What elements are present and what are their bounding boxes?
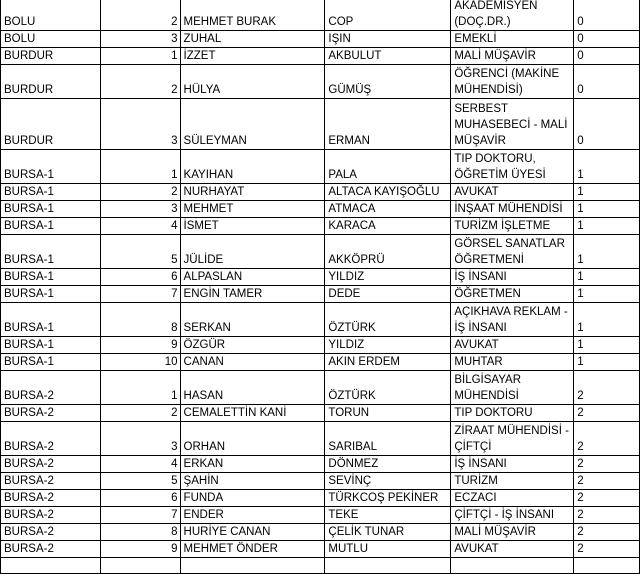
rank-cell: 8 — [100, 303, 180, 337]
rank-cell: 3 — [100, 31, 180, 48]
table-row — [1, 99, 640, 150]
province-cell: BURSA-2 — [1, 422, 101, 456]
province-cell: BURSA-1 — [1, 150, 101, 184]
rank-cell: 10 — [100, 354, 180, 371]
occupation-cell: AÇIKHAVA REKLAM - İŞ İNSANI — [451, 303, 574, 337]
occupation-cell: İNŞAAT MÜHENDİSİ — [451, 201, 574, 218]
region-cell: 2 — [574, 371, 640, 405]
rank-cell: 6 — [100, 269, 180, 286]
last-name-cell: ERMAN — [325, 99, 451, 150]
empty-cell — [100, 558, 180, 574]
province-cell: BURSA-1 — [1, 354, 101, 371]
table-row — [1, 31, 640, 48]
province-cell: BURSA-1 — [1, 184, 101, 201]
first-name-cell: MEHMET ÖNDER — [180, 541, 325, 558]
province-cell: BURSA-1 — [1, 235, 101, 269]
region-cell: 2 — [574, 422, 640, 456]
last-name-cell: DÖNMEZ — [325, 456, 451, 473]
first-name-cell: ZUHAL — [180, 31, 325, 48]
province-cell: BURSA-2 — [1, 507, 101, 524]
empty-cell — [574, 558, 640, 574]
province-cell: BOLU — [1, 0, 101, 31]
occupation-cell: AVUKAT — [451, 337, 574, 354]
first-name-cell: ALPASLAN — [180, 269, 325, 286]
last-name-cell: ATMACA — [325, 201, 451, 218]
last-name-cell: ÖZTÜRK — [325, 303, 451, 337]
rank-cell: 2 — [100, 184, 180, 201]
candidate-table-body — [1, 0, 640, 574]
first-name-cell: CANAN — [180, 354, 325, 371]
occupation-cell: MUHTAR — [451, 354, 574, 371]
last-name-cell: PALA — [325, 150, 451, 184]
first-name-cell: HASAN — [180, 371, 325, 405]
last-name-cell: SARIBAL — [325, 422, 451, 456]
region-cell: 1 — [574, 150, 640, 184]
last-name-cell: TEKE — [325, 507, 451, 524]
table-row — [1, 371, 640, 405]
region-cell: 0 — [574, 31, 640, 48]
region-cell: 1 — [574, 303, 640, 337]
first-name-cell: HÜLYA — [180, 65, 325, 99]
province-cell: BOLU — [1, 31, 101, 48]
table-row — [1, 354, 640, 371]
region-cell: 0 — [574, 65, 640, 99]
province-cell: BURSA-2 — [1, 541, 101, 558]
province-cell: BURSA-1 — [1, 286, 101, 303]
table-row — [1, 337, 640, 354]
table-row — [1, 473, 640, 490]
empty-cell — [325, 558, 451, 574]
province-cell: BURSA-2 — [1, 524, 101, 541]
rank-cell: 1 — [100, 48, 180, 65]
region-cell: 1 — [574, 235, 640, 269]
first-name-cell: SÜLEYMAN — [180, 99, 325, 150]
rank-cell: 3 — [100, 422, 180, 456]
empty-cell — [451, 558, 574, 574]
occupation-cell: ÇİFTÇİ - İŞ İNSANI — [451, 507, 574, 524]
region-cell: 1 — [574, 269, 640, 286]
table-row — [1, 150, 640, 184]
region-cell: 1 — [574, 286, 640, 303]
occupation-cell: MALİ MÜŞAVİR — [451, 524, 574, 541]
last-name-cell: DEDE — [325, 286, 451, 303]
first-name-cell: JÜLİDE — [180, 235, 325, 269]
table-row — [1, 405, 640, 422]
rank-cell: 4 — [100, 456, 180, 473]
occupation-cell: İŞ İNSANI — [451, 456, 574, 473]
rank-cell: 2 — [100, 405, 180, 422]
occupation-cell: ÖĞRENCİ (MAKİNE MÜHENDİSİ) — [451, 65, 574, 99]
table-row — [1, 0, 640, 31]
province-cell: BURSA-2 — [1, 490, 101, 507]
province-cell: BURSA-2 — [1, 473, 101, 490]
occupation-cell: ZİRAAT MÜHENDİSİ - ÇİFTÇİ — [451, 422, 574, 456]
table-row — [1, 65, 640, 99]
first-name-cell: MEHMET BURAK — [180, 0, 325, 31]
region-cell: 0 — [574, 99, 640, 150]
table-row — [1, 235, 640, 269]
first-name-cell: MEHMET — [180, 201, 325, 218]
rank-cell: 1 — [100, 371, 180, 405]
province-cell: BURSA-2 — [1, 371, 101, 405]
region-cell: 2 — [574, 405, 640, 422]
province-cell: BURSA-1 — [1, 201, 101, 218]
occupation-cell: GÖRSEL SANATLAR ÖĞRETMENİ — [451, 235, 574, 269]
table-row — [1, 507, 640, 524]
first-name-cell: İZZET — [180, 48, 325, 65]
region-cell: 2 — [574, 541, 640, 558]
table-row — [1, 269, 640, 286]
province-cell: BURDUR — [1, 65, 101, 99]
empty-cell — [180, 558, 325, 574]
table-row — [1, 524, 640, 541]
region-cell: 1 — [574, 201, 640, 218]
table-row — [1, 541, 640, 558]
region-cell: 1 — [574, 354, 640, 371]
rank-cell: 9 — [100, 541, 180, 558]
province-cell: BURSA-1 — [1, 218, 101, 235]
occupation-cell: TURİZM İŞLETME — [451, 218, 574, 235]
last-name-cell: ALTACA KAYIŞOĞLU — [325, 184, 451, 201]
region-cell: 1 — [574, 337, 640, 354]
table-row — [1, 303, 640, 337]
rank-cell: 6 — [100, 490, 180, 507]
table-row — [1, 201, 640, 218]
region-cell: 1 — [574, 218, 640, 235]
rank-cell: 1 — [100, 150, 180, 184]
first-name-cell: ENGİN TAMER — [180, 286, 325, 303]
province-cell: BURSA-1 — [1, 337, 101, 354]
rank-cell: 9 — [100, 337, 180, 354]
rank-cell: 5 — [100, 473, 180, 490]
first-name-cell: SERKAN — [180, 303, 325, 337]
region-cell: 2 — [574, 456, 640, 473]
first-name-cell: HURİYE CANAN — [180, 524, 325, 541]
last-name-cell: TÜRKCOŞ PEKİNER — [325, 490, 451, 507]
first-name-cell: ENDER — [180, 507, 325, 524]
province-cell: BURDUR — [1, 99, 101, 150]
region-cell: 0 — [574, 48, 640, 65]
first-name-cell: KAYIHAN — [180, 150, 325, 184]
table-row — [1, 48, 640, 65]
first-name-cell: ÖZGÜR — [180, 337, 325, 354]
first-name-cell: İSMET — [180, 218, 325, 235]
first-name-cell: NURHAYAT — [180, 184, 325, 201]
rank-cell: 7 — [100, 507, 180, 524]
province-cell: BURSA-2 — [1, 456, 101, 473]
occupation-cell: AVUKAT — [451, 184, 574, 201]
province-cell: BURSA-1 — [1, 269, 101, 286]
last-name-cell: YILDIZ — [325, 269, 451, 286]
rank-cell: 3 — [100, 201, 180, 218]
occupation-cell: ÖĞRETMEN — [451, 286, 574, 303]
occupation-cell: TIP DOKTORU — [451, 405, 574, 422]
province-cell: BURSA-1 — [1, 303, 101, 337]
region-cell: 2 — [574, 473, 640, 490]
occupation-cell: TIP DOKTORU, ÖĞRETİM ÜYESİ — [451, 150, 574, 184]
rank-cell: 8 — [100, 524, 180, 541]
occupation-cell: AKADEMİSYEN (DOÇ.DR.) — [451, 0, 574, 31]
region-cell: 2 — [574, 507, 640, 524]
occupation-cell: AVUKAT — [451, 541, 574, 558]
first-name-cell: FUNDA — [180, 490, 325, 507]
region-cell: 2 — [574, 490, 640, 507]
table-row — [1, 456, 640, 473]
last-name-cell: YILDIZ — [325, 337, 451, 354]
last-name-cell: AKBULUT — [325, 48, 451, 65]
table-row — [1, 286, 640, 303]
last-name-cell: ÇELİK TUNAR — [325, 524, 451, 541]
rank-cell: 7 — [100, 286, 180, 303]
empty-cell — [1, 558, 101, 574]
last-name-cell: AKIN ERDEM — [325, 354, 451, 371]
region-cell: 0 — [574, 0, 640, 31]
last-name-cell: COP — [325, 0, 451, 31]
first-name-cell: CEMALETTİN KANİ — [180, 405, 325, 422]
table-row — [1, 490, 640, 507]
last-name-cell: KARACA — [325, 218, 451, 235]
first-name-cell: ŞAHİN — [180, 473, 325, 490]
first-name-cell: ERKAN — [180, 456, 325, 473]
occupation-cell: BİLGİSAYAR MÜHENDİSİ — [451, 371, 574, 405]
province-cell: BURDUR — [1, 48, 101, 65]
last-name-cell: SEVİNÇ — [325, 473, 451, 490]
region-cell: 2 — [574, 524, 640, 541]
table-row-empty — [1, 558, 640, 574]
last-name-cell: MUTLU — [325, 541, 451, 558]
occupation-cell: TURİZM — [451, 473, 574, 490]
first-name-cell: ORHAN — [180, 422, 325, 456]
last-name-cell: TORUN — [325, 405, 451, 422]
region-cell: 1 — [574, 184, 640, 201]
table-row — [1, 422, 640, 456]
occupation-cell: İŞ İNSANI — [451, 269, 574, 286]
rank-cell: 3 — [100, 99, 180, 150]
occupation-cell: ECZACI — [451, 490, 574, 507]
table-row — [1, 184, 640, 201]
occupation-cell: EMEKLİ — [451, 31, 574, 48]
rank-cell: 5 — [100, 235, 180, 269]
last-name-cell: AKKÖPRÜ — [325, 235, 451, 269]
rank-cell: 4 — [100, 218, 180, 235]
last-name-cell: ÖZTÜRK — [325, 371, 451, 405]
last-name-cell: IŞIN — [325, 31, 451, 48]
last-name-cell: GÜMÜŞ — [325, 65, 451, 99]
rank-cell: 2 — [100, 0, 180, 31]
rank-cell: 2 — [100, 65, 180, 99]
province-cell: BURSA-2 — [1, 405, 101, 422]
occupation-cell: MALİ MÜŞAVİR — [451, 48, 574, 65]
occupation-cell: SERBEST MUHASEBECİ - MALİ MÜŞAVİR — [451, 99, 574, 150]
table-row — [1, 218, 640, 235]
